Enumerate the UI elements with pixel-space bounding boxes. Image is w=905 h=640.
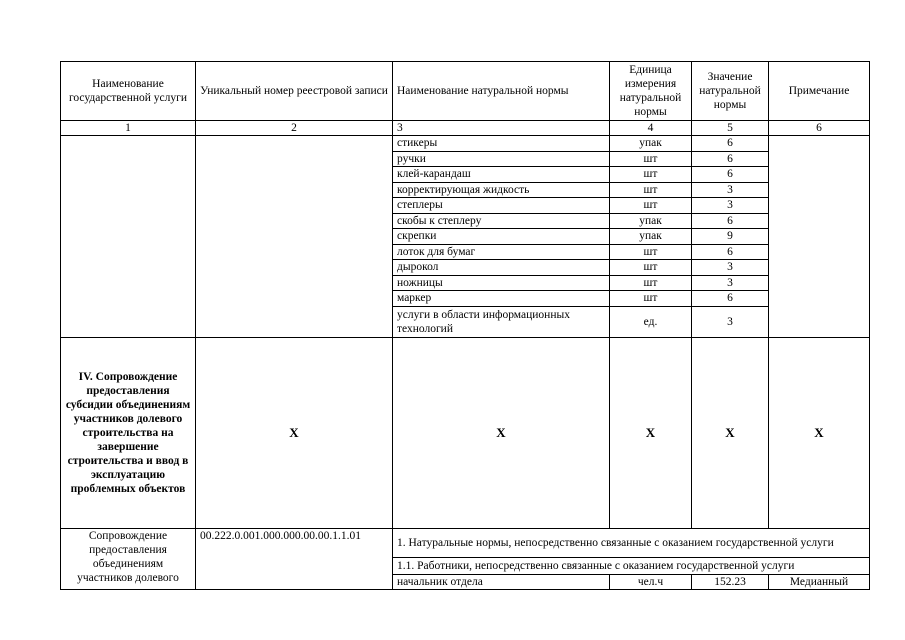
item-unit: шт: [610, 291, 692, 307]
section-mark: X: [610, 337, 692, 528]
natural-norms-table: [60, 61, 870, 590]
item-value: 152.23: [692, 574, 769, 589]
column-numbers-row: [61, 121, 870, 136]
item-name: корректирующая жидкость: [393, 182, 610, 198]
header-registry-number: Уникальный номер реестровой записи: [196, 62, 393, 121]
item-unit: ед.: [610, 306, 692, 337]
item-name: ручки: [393, 151, 610, 167]
item-value: 9: [692, 229, 769, 245]
section-mark: X: [692, 337, 769, 528]
item-value: 6: [692, 151, 769, 167]
item-name: услуги в области информационных технологий: [393, 306, 610, 337]
section-title: IV. Сопровождение предоставления субсидии объединениям участников долевого строительства на завершение строительства и ввод в эксплуатацию проблемных объектов: [61, 337, 196, 528]
column-number: 4: [610, 121, 692, 136]
item-unit: упак: [610, 229, 692, 245]
item-name: клей-карандаш: [393, 167, 610, 183]
item-value: 6: [692, 213, 769, 229]
header-value: Значение натуральной нормы: [692, 62, 769, 121]
item-name: стикеры: [393, 136, 610, 152]
item-unit: упак: [610, 213, 692, 229]
item-name: начальник отдела: [393, 574, 610, 589]
item-unit: упак: [610, 136, 692, 152]
header-unit: Единица измерения натуральной нормы: [610, 62, 692, 121]
item-name: ножницы: [393, 275, 610, 291]
item-unit: шт: [610, 151, 692, 167]
section-mark: X: [769, 337, 870, 528]
service-name: Сопровождение предоставления объединениям участников долевого: [61, 528, 196, 589]
item-unit: шт: [610, 167, 692, 183]
item-value: 3: [692, 260, 769, 276]
column-number: 2: [196, 121, 393, 136]
item-value: 3: [692, 198, 769, 214]
item-value: 6: [692, 136, 769, 152]
header-row: [61, 62, 870, 121]
item-value: 6: [692, 244, 769, 260]
section-row: [61, 337, 870, 528]
item-value: 6: [692, 291, 769, 307]
table-row: [61, 136, 870, 152]
empty-note-cell: [769, 136, 870, 338]
item-unit: шт: [610, 182, 692, 198]
empty-registry-cell: [196, 136, 393, 338]
empty-service-cell: [61, 136, 196, 338]
column-number: 3: [393, 121, 610, 136]
column-number: 1: [61, 121, 196, 136]
item-name: степлеры: [393, 198, 610, 214]
item-value: 3: [692, 306, 769, 337]
item-name: маркер: [393, 291, 610, 307]
column-number: 6: [769, 121, 870, 136]
section-mark: X: [393, 337, 610, 528]
header-norm-name: Наименование натуральной нормы: [393, 62, 610, 121]
item-unit: шт: [610, 198, 692, 214]
item-unit: шт: [610, 260, 692, 276]
table-row: [61, 528, 870, 557]
item-name: дырокол: [393, 260, 610, 276]
item-name: лоток для бумаг: [393, 244, 610, 260]
item-note: Медианный: [769, 574, 870, 589]
header-service-name: Наименование государственной услуги: [61, 62, 196, 121]
header-note: Примечание: [769, 62, 870, 121]
item-value: 3: [692, 182, 769, 198]
norm-group-1-1: 1.1. Работники, непосредственно связанные с оказанием государственной услуги: [393, 557, 870, 574]
section-mark: X: [196, 337, 393, 528]
item-unit: шт: [610, 275, 692, 291]
item-unit: шт: [610, 244, 692, 260]
item-value: 6: [692, 167, 769, 183]
item-value: 3: [692, 275, 769, 291]
norm-group-1: 1. Натуральные нормы, непосредственно связанные с оказанием государственной услуги: [393, 528, 870, 557]
item-unit: чел.ч: [610, 574, 692, 589]
registry-number: 00.222.0.001.000.000.00.00.1.1.01: [196, 528, 393, 589]
item-name: скобы к степлеру: [393, 213, 610, 229]
column-number: 5: [692, 121, 769, 136]
item-name: скрепки: [393, 229, 610, 245]
